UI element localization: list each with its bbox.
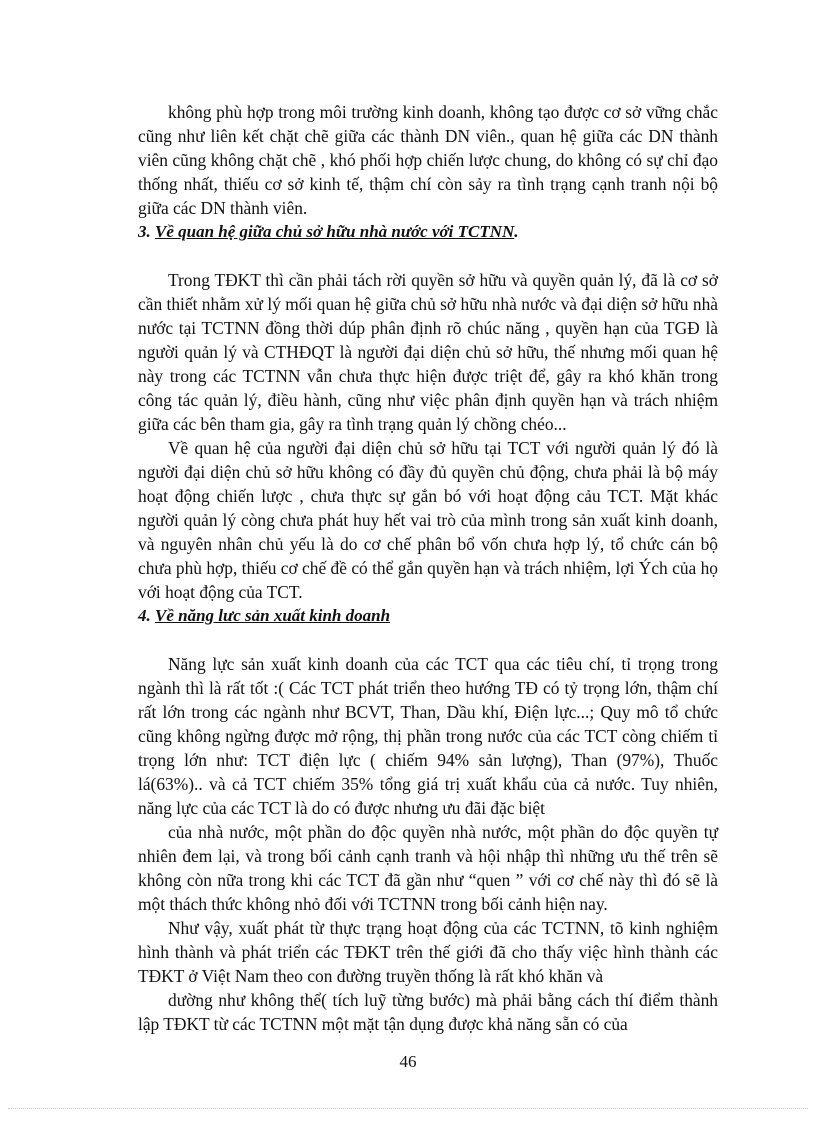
heading-number: 4. bbox=[138, 606, 151, 625]
paragraph-ownership-separation: Trong TĐKT thì cần phải tách rời quyền sở hữu và quyền quản lý, đã là cơ sở cần thiết nhằm xử lý mối quan hệ giữa chủ sở hữu nhà nước và đại diện sở hữu nhà nước tại TCTNN đồng thời dúp phân định rõ chúc năng , quyền hạn của TGĐ là người quản lý và CTHĐQT là người đại diện chủ sở hữu, thế nhưng mối quan hệ này trong các TCTNN vẫn chưa thực hiện được triệt để, gây ra khó khăn trong công tác quản lý, điều hành, cũng như việc phân định quyền hạn và trách nhiệm giữa các bên tham gia, gây ra tình trạng quản lý chồng chéo... bbox=[138, 270, 718, 434]
paragraph-continued: không phù hợp trong môi trường kinh doanh, không tạo được cơ sở vững chắc cũng như liên kết chặt chẽ giữa các thành DN viên., quan hệ giữa các DN thành viên cũng không chặt chẽ , khó phối hợp chiến lược chung, do không có sự chỉ đạo thống nhất, thiếu cơ sở kinh tế, thậm chí còn sảy ra tình trạng cạnh tranh nội bộ giữa các DN thành viên. bbox=[138, 102, 718, 218]
heading-text: Về quan hệ giữa chủ sở hữu nhà nước với TCTNN bbox=[155, 222, 515, 241]
section-heading-3 bbox=[138, 220, 718, 244]
paragraph-business-capacity: Năng lực sản xuất kinh doanh của các TCT qua các tiêu chí, tỉ trọng trong ngành thì là rất tốt :( Các TCT phát triển theo hướng TĐ có tỷ trọng lớn, thậm chí rất lớn trong các ngành như BCVT, Than, Dầu khí, Điện lực...; Quy mô tổ chức cũng không ngừng được mở rộng, thị phần trong nước của các TCT còng chiếm tỉ trọng lớn như: TCT điện lực ( chiếm 94% sản lượng), Than (97%), Thuốc lá(63%).. và cả TCT chiếm 35% tổng giá trị xuất khẩu của cả nước. Tuy nhiên, năng lực của các TCT là do có được nhưng ưu đãi đặc biệt bbox=[138, 654, 718, 818]
section-heading-4 bbox=[138, 604, 718, 628]
page-bottom-divider bbox=[8, 1108, 808, 1109]
heading-text: Về năng lưc sản xuất kinh doanh bbox=[155, 606, 391, 625]
page-content bbox=[138, 100, 718, 1036]
heading-period: . bbox=[514, 222, 519, 241]
page-number: 46 bbox=[399, 1052, 417, 1071]
spacer bbox=[138, 244, 718, 268]
paragraph-pilot-establishment: dường như không thể( tích luỹ từng bước) mà phải bằng cách thí điểm thành lập TĐKT từ các TCTNN một mặt tận dụng được khả năng sẵn có của bbox=[138, 990, 718, 1034]
spacer bbox=[138, 628, 718, 652]
paragraph-owner-representative: Về quan hệ của người đại diện chủ sở hữu tại TCT với người quản lý đó là người đại diện chủ sở hữu không có đầy đủ quyền chủ động, chưa phải là bộ máy hoạt động chiến lược , chưa thực sự gắn bó với hoạt động cảu TCT. Mặt khác người quản lý còng chưa phát huy hết vai trò của mình trong sản xuất kinh doanh, và nguyên nhân chủ yếu là do cơ chế phân bổ vốn chưa hợp lý, tổ chức cán bộ chưa phù hợp, thiếu cơ chế đề có thể gắn quyền hạn và trách nhiệm, lợi Ých của họ với hoạt động của TCT. bbox=[138, 438, 718, 602]
heading-number: 3. bbox=[138, 222, 151, 241]
paragraph-state-privileges: của nhà nước, một phần do độc quyền nhà nước, một phần do độc quyền tự nhiên đem lại, và trong bối cảnh cạnh tranh và hội nhập thì những ưu thế trên sẽ không còn nữa trong khi các TCT đã gần như “quen ” với cơ chế này thì đó sẽ là một thách thức không nhỏ đối với TCTNN trong bối cảnh hiện nay. bbox=[138, 822, 718, 914]
paragraph-conclusion: Như vậy, xuất phát từ thực trạng hoạt động của các TCTNN, tõ kinh nghiệm hình thành và phát triển các TĐKT trên thế giới đã cho thấy việc hình thành các TĐKT ở Việt Nam theo con đường truyền thống là rất khó khăn và bbox=[138, 918, 718, 986]
